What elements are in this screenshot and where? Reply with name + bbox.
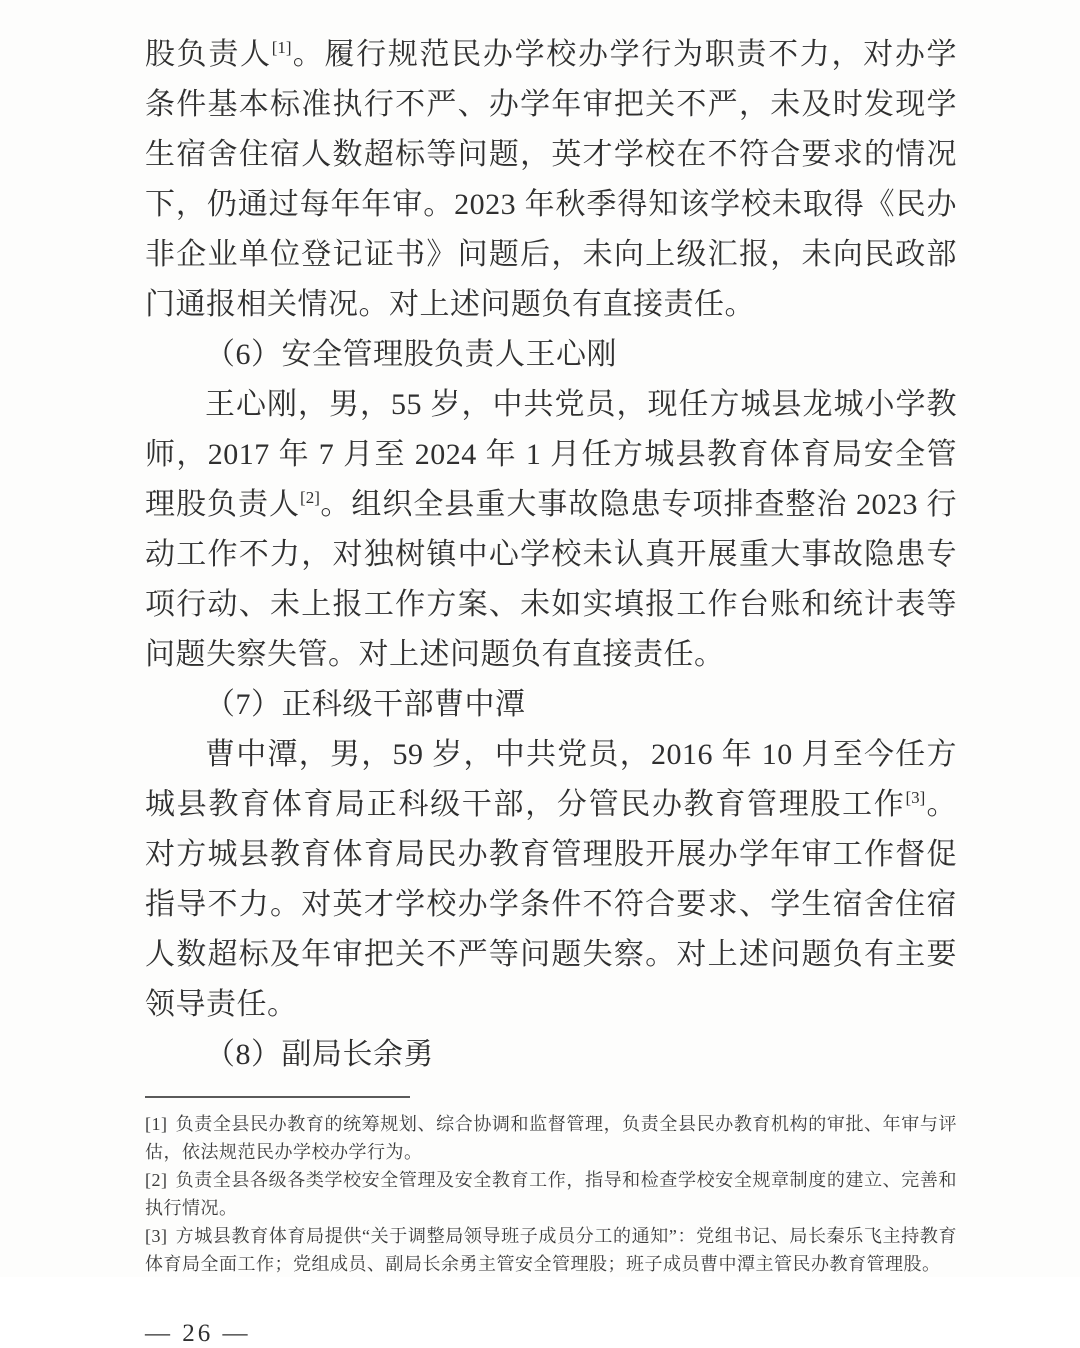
paragraph-text: 。履行规范民办学校办学行为职责不力，对办学条件基本标准执行不严、办学年审把关不严，未及时发现学生宿舍住宿人数超标等问题，英才学校在不符合要求的情况下，仍通过每年年审。2023 年秋季得知该学校未取得《民办非企业单位登记证书》问题后，未向上级汇报，未向民政部门通报相关情况。对上述问题负有直接责任。 — [145, 38, 958, 321]
paragraph-text: 曹中潭，男，59 岁，中共党员，2016 年 10 月至今任方城县教育体育局正科级干部，分管民办教育管理股工作 — [145, 738, 957, 821]
footnote-item-2 — [145, 1166, 957, 1222]
footnote-separator — [145, 1096, 410, 1098]
footnotes-block — [145, 1110, 957, 1278]
footnote-text-2: 负责全县各级各类学校安全管理及安全教育工作，指导和检查学校安全规章制度的建立、完善和执行情况。 — [145, 1170, 957, 1218]
footnote-item-1 — [145, 1110, 957, 1166]
footnote-ref-1: [1] — [271, 38, 292, 57]
paragraph-text: 。对方城县教育体育局民办教育管理股开展办学年审工作督促指导不力。对英才学校办学条件不符合要求、学生宿舍住宿人数超标及年审把关不严等问题失察。对上述问题负有主要领导责任。 — [145, 788, 957, 1021]
footnote-text-3: 方城县教育体育局提供“关于调整局领导班子成员分工的通知”：党组书记、局长秦乐飞主持教育体育局全面工作；党组成员、副局长余勇主管安全管理股；班子成员曹中潭主管民办教育管理股。 — [145, 1226, 957, 1274]
footnote-ref-2: [2] — [300, 488, 320, 507]
document-body — [145, 30, 957, 1080]
section-heading-6: （6）安全管理股负责人王心刚 — [205, 338, 617, 371]
footnote-ref-3: [3] — [905, 788, 926, 807]
footnote-marker-2: [2] — [145, 1170, 168, 1190]
body-paragraph-caozhongtan — [145, 730, 957, 1030]
paragraph-text: 。组织全县重大事故隐患专项排查整治 2023 行动工作不力，对独树镇中心学校未认真开展重大事故隐患专项行动、未上报工作方案、未如实填报工作台账和统计表等问题失察失管。对上述问题负有直接责任。 — [145, 488, 958, 671]
body-paragraph-continuation — [145, 30, 957, 330]
section-heading-8: （8）副局长余勇 — [205, 1038, 434, 1071]
section-heading-7: （7）正科级干部曹中潭 — [205, 688, 526, 721]
footnote-marker-3: [3] — [145, 1226, 168, 1246]
footnote-item-3 — [145, 1222, 957, 1278]
paragraph-text: 股负责人 — [145, 38, 272, 71]
page-number: — 26 — — [145, 1320, 251, 1347]
footnote-marker-1: [1] — [145, 1114, 168, 1134]
paragraph-text: 王心刚，男，55 岁，中共党员，现任方城县龙城小学教师，2017 年 7 月至 2024 年 1 月任方城县教育体育局安全管理股负责人 — [145, 388, 957, 521]
footnote-text-1: 负责全县民办教育的统筹规划、综合协调和监督管理，负责全县民办教育机构的审批、年审与评估，依法规范民办学校办学行为。 — [145, 1114, 957, 1162]
body-paragraph-wangxingang — [145, 380, 957, 680]
